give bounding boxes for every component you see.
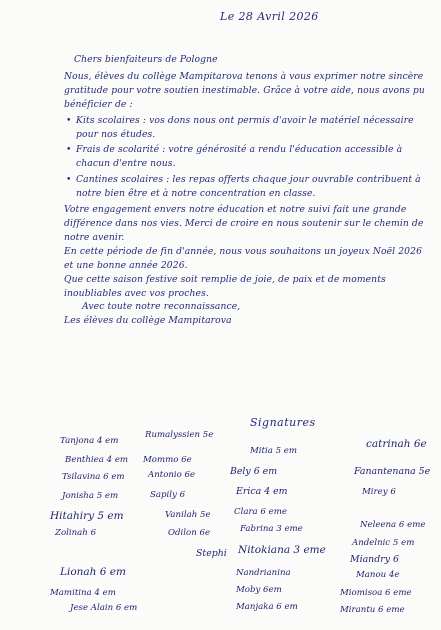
signature: Tsilavina 6 em: [62, 472, 125, 482]
hope-paragraph: Que cette saison festive soit remplie de joie, de paix et de moments inoubliables avec vos proches.: [64, 273, 386, 299]
signature: Mamitina 4 em: [50, 588, 116, 598]
signature: Mirey 6: [362, 487, 396, 497]
benefit-title: Kits scolaires :: [76, 114, 147, 126]
salutation: Chers bienfaiteurs de Pologne: [74, 54, 218, 65]
signature: Mirantu 6 eme: [340, 605, 405, 615]
wishes-paragraph: En cette période de fin d'année, nous vous souhaitons un joyeux Noël 2026 et une bonne année 2026.: [64, 245, 423, 271]
closing-line: Avec toute notre reconnaissance,: [82, 301, 241, 313]
signature: Nandrianina: [236, 568, 291, 578]
signature: Hitahiry 5 em: [50, 510, 124, 522]
signature: Miandry 6: [350, 554, 399, 565]
intro-paragraph: Nous, élèves du collège Mampitarova tenons à vous exprimer notre sincère gratitude pour votre soutien inestimable. Grâce à votre aide, nous avons pu bénéficier de :: [64, 70, 425, 110]
signature: Manou 4e: [356, 570, 400, 580]
signature: Zolinah 6: [55, 528, 97, 538]
signature: Clara 6 eme: [234, 507, 287, 517]
signature: Andelnic 5 em: [352, 538, 415, 548]
list-item: [64, 114, 426, 142]
benefit-title: Frais de scolarité :: [76, 144, 166, 156]
benefit-text: votre générosité a rendu l'éducation accessible à chacun d'entre nous.: [76, 144, 403, 170]
signature: Erica 4 em: [236, 486, 288, 497]
signature: Jese Alain 6 em: [70, 603, 138, 613]
signature: Miomisoa 6 eme: [340, 588, 412, 598]
signature: Fabrina 3 eme: [240, 524, 303, 534]
benefits-list: [64, 114, 426, 201]
signature: Fanantenana 5e: [354, 466, 431, 477]
signature: Stephi: [196, 548, 227, 559]
benefit-text: les repas offerts chaque jour ouvrable contribuent à notre bien être et à notre concentration en classe.: [76, 174, 421, 200]
bullet-dot: •: [66, 174, 72, 186]
letter-body: [64, 53, 426, 328]
list-item: [64, 173, 426, 201]
signature: Lionah 6 em: [60, 566, 126, 578]
signature: Sapily 6: [150, 490, 186, 500]
signature: Antonio 6e: [148, 470, 196, 480]
signature: Bely 6 em: [230, 466, 278, 477]
signature: Mitia 5 em: [250, 446, 298, 456]
signature: Moby 6em: [236, 585, 282, 595]
signature: Jonisha 5 em: [62, 491, 119, 501]
signature: Neleena 6 eme: [360, 520, 426, 530]
benefit-text: vos dons nous ont permis d'avoir le matériel nécessaire pour nos études.: [76, 114, 414, 140]
bullet-dot: •: [66, 114, 72, 126]
signature: Benthiea 4 em: [65, 455, 129, 465]
sign-off: Les élèves du collège Mampitarova: [64, 315, 232, 327]
signature: Vanilah 5e: [165, 510, 211, 520]
engagement-paragraph: Votre engagement envers notre éducation et notre suivi fait une grande différence dans nos vies. Merci de croire en nous soutenir sur le chemin de notre avenir.: [64, 204, 424, 243]
signature: Mommo 6e: [143, 455, 192, 465]
signature: Tanjona 4 em: [60, 436, 119, 446]
signature: Rumalyssien 5e: [145, 430, 214, 440]
list-item: [64, 143, 426, 171]
signature: Odilon 6e: [168, 528, 211, 538]
signature: Nitokiana 3 eme: [238, 544, 326, 556]
signature: Manjaka 6 em: [236, 602, 298, 612]
bullet-dot: •: [66, 144, 72, 156]
signature: catrinah 6e: [366, 438, 427, 450]
benefit-title: Cantines scolaires :: [76, 174, 170, 186]
signatures-title: Signatures: [250, 416, 316, 429]
letter-date: Le 28 Avril 2026: [220, 10, 319, 23]
